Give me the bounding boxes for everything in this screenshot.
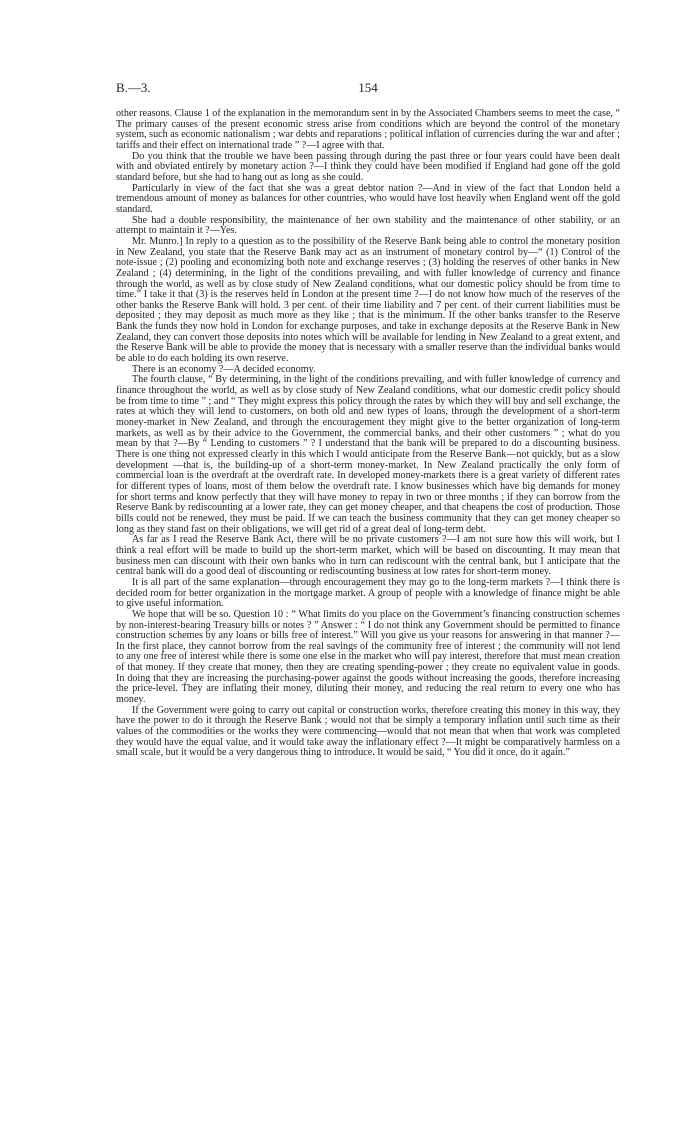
paragraph: Mr. Munro.] In reply to a question as to the possibility of the Reserve Bank being able to control the monetary position in New Zealand, you state that the Reserve Bank may act as an instrument of monetary control by—“ (1) Control of the note-issue ; (2) pooling and economizing both note and exchange reserves ; (3) holding the reserves of other banks in New Zealand ; (4) determining, in the light of the conditions prevailing, and with fuller knowledge of currency and finance through the world, as well as by close study of New Zealand conditions, what our domestic policy should be from time to time.” I take it that (3) is the reserves held in London at the present time ?—I do not know how much of the reserves of the other banks the Reserve Bank will hold. 3 per cent. of their time liability and 7 per cent. of their current liabilities must be deposited ; they may deposit as much more as they like ; that is the minimum. If the other banks transfer to the Reserve Bank the funds they now hold in London for exchange purposes, and take in exchange deposits at the Reserve Bank in New Zealand, they can convert those deposits into notes which will be available for lending in New Zealand to a great extent, and the Reserve Bank will be able to provide the money that is necessary with a smaller reserve than the individual banks would be able to do each holding its own reserve.: [116, 235, 620, 365]
page-number: 154: [358, 80, 378, 95]
page-header: [116, 80, 620, 98]
body-text: [116, 109, 620, 759]
paragraph: She had a double responsibility, the maintenance of her own stability and the maintenance of other stability, or an attempt to maintain it ?—Yes.: [116, 214, 620, 237]
paragraph: The fourth clause, “ By determining, in the light of the conditions prevailing, and with fuller knowledge of currency and finance throughout the world, as well as by close study of New Zealand conditions, what our domestic credit policy should be from time to time ” ; and “ They might express this policy through the rates by which they will buy and sell exchange, the rates at which they will lend to customers, on both old and new types of loans, through the development of a short-term money-market in New Zealand, and through the encouragement they might give to the better organization of long-term markets, as well as by their advice to the Government, the commercial banks, and their other customers ” ; what do you mean by that ?—By “ Lending to customers ” ? I understand that the bank will be prepared to do a discounting business. There is one thing not expressed clearly in this which I would anticipate from the Reserve Bank—not quickly, but as a slow development —that is, the building-up of a short-term money-market. In New Zealand practically the only form of commercial loan is the overdraft at the overdraft rate. In developed money-markets there is a great variety of different rates for different types of loans, most of them below the overdraft rate. I know businesses which have big demands for money for short terms and know perfectly that they will have money to repay in two or three months ; if they can borrow from the Reserve Bank by rediscounting at a lower rate, they can get money cheaper, and that cheapens the cost of production. Those bills could not be renewed, they must be paid. If we can teach the business community that they can get money cheaper so long as they stand fast on their obligations, we will get rid of a great deal of long-term debt.: [116, 374, 620, 535]
paragraph: As far as I read the Reserve Bank Act, there will be no private customers ?—I am not sure how this will work, but I think a real effort will be made to build up the short-term market, which will be based on discounting. It may mean that business men can discount with their own banks who in turn can rediscount with the central bank, but I anticipate that the central bank will do a good deal of discounting or rediscounting business at low rates for short-term money.: [116, 534, 620, 578]
paragraph: It is all part of the same explanation—through encouragement they may go to the long-term markets ?—I think there is decided room for better organization in the mortgage market. A group of people with a knowledge of finance might be able to give useful information.: [116, 576, 620, 610]
paragraph: We hope that will be so. Question 10 : “ What limits do you place on the Government’s financing construction schemes by non-interest-bearing Treasury bills or notes ? ” Answer : “ I do not think any Government should be permitted to finance construction schemes by any loans or bills free of interest.” Will you give us your reasons for answering in that manner ?—In the first place, they cannot borrow from the real savings of the community free of interest ; the community will not lend to any one free of interest while there is some one else in the market who will pay interest, therefore that must mean creation of that money. If they create that money, then they are creating spending-power ; they create no equivalent value in goods. In doing that they are increasing the purchasing-power against the goods without increasing the goods, therefore increasing the price-level. They are inflating their money, diluting their money, and reducing the real return to every one who has money.: [116, 608, 620, 706]
paragraph: Particularly in view of the fact that she was a great debtor nation ?—And in view of the fact that London held a tremendous amount of money as balances for other countries, who would have lost heavily when England went off the gold standard.: [116, 182, 620, 215]
paragraph: There is an economy ?—A decided economy.: [132, 363, 316, 375]
paragraph: If the Government were going to carry out capital or construction works, therefore creating this money in this way, they have the power to do it through the Reserve Bank ; would not that be simply a temporary inflation until such time as their values of the commodities or the works they were commencing—would that not mean that when that work was completed they would have the equal value, and it would take away the inflationary effect ?—It might be comparatively harmless on a small scale, but it would be a very dangerous thing to introduce. It would be said, “ You did it once, do it again.”: [116, 704, 620, 759]
paragraph: other reasons. Clause 1 of the explanation in the memorandum sent in by the Associated Chambers seems to meet the case, “ The primary causes of the present economic stress arise from conditions which are beyond the control of the monetary system, such as economic nationalism ; war debts and reparations ; political inflation of currencies during the war and after ; tariffs and their effect on international trade ” ?—I agree with that.: [116, 108, 620, 151]
document-reference: B.—3.: [116, 80, 151, 95]
paragraph: Do you think that the trouble we have been passing through during the past three or four years could have been dealt with and obviated entirely by monetary action ?—I think they could have been modified if England had gone off the gold standard before, but she had to hang out as long as she could.: [116, 150, 620, 183]
